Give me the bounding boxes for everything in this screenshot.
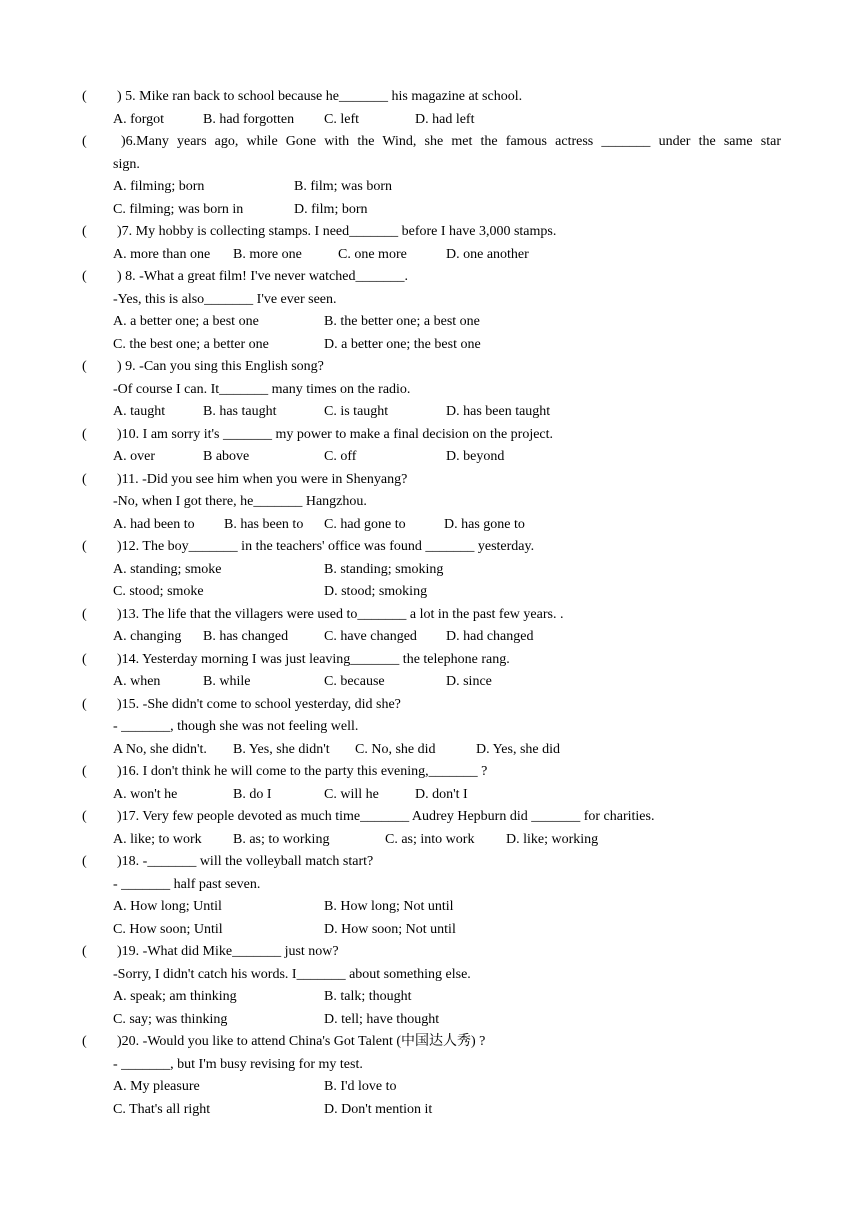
question-18 [0, 851, 860, 874]
options-row [0, 581, 860, 604]
worksheet [0, 86, 860, 1121]
question-stem-cont: -Yes, this is also_______ I've ever seen. [113, 291, 337, 307]
options-row [0, 446, 860, 469]
option-d: D. like; working [506, 831, 599, 847]
question-17 [0, 806, 860, 829]
question-10 [0, 424, 860, 447]
question-stem: )19. -What did Mike_______ just now? [117, 944, 339, 959]
option-c: C. the best one; a better one [113, 336, 269, 352]
answer-paren: ( [82, 809, 87, 824]
options-row [0, 514, 860, 537]
question-stem-cont: -No, when I got there, he_______ Hangzhou. [113, 494, 367, 509]
answer-paren: ( [82, 89, 87, 104]
option-d: D. had changed [446, 629, 534, 644]
option-d: D. How soon; Not until [324, 921, 456, 937]
option-a: A. when [113, 674, 161, 689]
option-d: D. had left [415, 111, 475, 127]
question-stem-continued [0, 491, 860, 514]
options-row [0, 896, 860, 919]
question-20 [0, 1031, 860, 1054]
option-a: A. more than one [113, 246, 211, 262]
question-stem-cont: -Of course I can. It_______ many times on the radio. [113, 381, 411, 397]
option-a: A. a better one; a best one [113, 314, 259, 329]
option-d: D. Yes, she did [476, 741, 561, 757]
question-stem: )16. I don't think he will come to the party this evening,_______ ? [117, 764, 488, 779]
answer-paren: ( [82, 426, 87, 442]
option-c: C. as; into work [385, 831, 475, 847]
options-row [0, 176, 860, 199]
option-b: B. as; to working [233, 831, 330, 847]
question-stem: )13. The life that the villagers were used to_______ a lot in the past few years. . [117, 606, 564, 622]
question-stem: )15. -She didn't come to school yesterday, did she? [117, 696, 401, 712]
option-a: A. forgot [113, 111, 165, 127]
question-stem-continued [0, 964, 860, 987]
question-stem-cont: -Sorry, I didn't catch his words. I_______ about something else. [113, 966, 471, 982]
option-d: D. Don't mention it [324, 1101, 433, 1117]
question-stem-continued [0, 716, 860, 739]
question-stem: ) 5. Mike ran back to school because he_______ his magazine at school. [117, 89, 523, 104]
options-row [0, 829, 860, 852]
options-row [0, 1099, 860, 1122]
question-stem: ) 9. -Can you sing this English song? [117, 359, 324, 374]
question-stem: )7. My hobby is collecting stamps. I need_______ before I have 3,000 stamps. [117, 224, 557, 239]
question-14 [0, 649, 860, 672]
option-b: B. I'd love to [324, 1079, 397, 1094]
option-d: D. a better one; the best one [324, 336, 481, 352]
option-a: A. standing; smoke [113, 561, 222, 577]
question-stem: )17. Very few people devoted as much time_______ Audrey Hepburn did _______ for charities. [117, 809, 655, 824]
question-12 [0, 536, 860, 559]
option-b: B. Yes, she didn't [233, 741, 330, 757]
option-c: C. say; was thinking [113, 1011, 228, 1027]
option-b: B. the better one; a best one [324, 314, 480, 329]
answer-paren: ( [82, 539, 87, 554]
option-d: D. beyond [446, 449, 505, 464]
question-stem-continued [0, 874, 860, 897]
option-a: A. won't he [113, 786, 178, 802]
question-8 [0, 266, 860, 289]
option-c: C. No, she did [355, 741, 436, 757]
option-b: B. has changed [203, 629, 289, 644]
option-d: D. one another [446, 246, 529, 262]
option-b: B. more one [233, 246, 302, 262]
option-c: C. left [324, 111, 359, 127]
question-stem: )6.Many years ago, while Gone with the Wind, she met the famous actress _______ under the same star [121, 134, 781, 149]
option-d: D. film; born [294, 201, 368, 217]
question-stem-cont: - _______, but I'm busy revising for my test. [113, 1056, 363, 1072]
question-11 [0, 469, 860, 492]
options-row [0, 986, 860, 1009]
question-19 [0, 941, 860, 964]
option-a: A. changing [113, 629, 182, 644]
answer-paren: ( [82, 606, 87, 622]
question-stem-continued [0, 1054, 860, 1077]
question-stem-cont: - _______, though she was not feeling well. [113, 719, 359, 734]
option-a: A. had been to [113, 516, 195, 532]
option-b: B. talk; thought [324, 989, 412, 1004]
option-d: D. has gone to [444, 516, 525, 532]
option-a: A. How long; Until [113, 899, 222, 914]
answer-paren: ( [82, 944, 87, 959]
option-a: A. taught [113, 404, 166, 419]
question-stem-continued [0, 379, 860, 402]
options-row [0, 671, 860, 694]
question-stem: )14. Yesterday morning I was just leaving_______ the telephone rang. [117, 651, 510, 667]
question-stem: )18. -_______ will the volleyball match start? [117, 854, 374, 869]
option-c: C. That's all right [113, 1101, 211, 1117]
option-c: C. because [324, 674, 385, 689]
answer-paren: ( [82, 471, 87, 487]
question-16 [0, 761, 860, 784]
options-row [0, 559, 860, 582]
answer-paren: ( [82, 359, 87, 374]
option-d: D. don't I [415, 786, 468, 802]
option-c: C. is taught [324, 404, 389, 419]
answer-paren: ( [82, 134, 87, 149]
options-row [0, 1076, 860, 1099]
option-b: B. do I [233, 786, 272, 802]
question-stem: )11. -Did you see him when you were in Shenyang? [117, 471, 408, 487]
option-b: B. has been to [224, 516, 304, 532]
question-stem: )12. The boy_______ in the teachers' office was found _______ yesterday. [117, 539, 535, 554]
option-a: A. over [113, 449, 155, 464]
options-row [0, 626, 860, 649]
option-c: C. have changed [324, 629, 417, 644]
options-row [0, 109, 860, 132]
options-row [0, 334, 860, 357]
option-c: C. filming; was born in [113, 201, 244, 217]
question-stem: )10. I am sorry it's _______ my power to make a final decision on the project. [117, 426, 554, 442]
option-c: C. had gone to [324, 516, 406, 532]
option-d: D. stood; smoking [324, 584, 428, 599]
option-c: C. off [324, 449, 357, 464]
options-row [0, 739, 860, 762]
question-13 [0, 604, 860, 627]
option-b: B. has taught [203, 404, 277, 419]
option-a: A. speak; am thinking [113, 989, 237, 1004]
option-b: B. standing; smoking [324, 561, 444, 577]
option-b: B above [203, 449, 250, 464]
answer-paren: ( [82, 764, 87, 779]
option-a: A. My pleasure [113, 1079, 200, 1094]
options-row [0, 784, 860, 807]
question-7 [0, 221, 860, 244]
option-c: C. stood; smoke [113, 584, 204, 599]
answer-paren: ( [82, 269, 87, 284]
answer-paren: ( [82, 224, 87, 239]
options-row [0, 401, 860, 424]
options-row [0, 311, 860, 334]
options-row [0, 199, 860, 222]
option-a: A. filming; born [113, 179, 205, 194]
option-a: A No, she didn't. [113, 741, 207, 757]
question-5 [0, 86, 860, 109]
options-row [0, 1009, 860, 1032]
question-stem-cont: sign. [113, 156, 140, 172]
option-c: C. will he [324, 786, 379, 802]
option-c: C. How soon; Until [113, 921, 223, 937]
options-row [0, 244, 860, 267]
question-6 [0, 131, 860, 154]
answer-paren: ( [82, 696, 87, 712]
question-stem-continued [0, 154, 860, 177]
option-a: A. like; to work [113, 831, 202, 847]
options-row [0, 919, 860, 942]
question-stem: )20. -Would you like to attend China's Got Talent (中国达人秀) ? [117, 1034, 486, 1049]
option-b: B. film; was born [294, 179, 392, 194]
question-9 [0, 356, 860, 379]
option-d: D. since [446, 674, 492, 689]
answer-paren: ( [82, 651, 87, 667]
question-15 [0, 694, 860, 717]
option-b: B. had forgotten [203, 111, 295, 127]
answer-paren: ( [82, 1034, 87, 1049]
option-b: B. How long; Not until [324, 899, 454, 914]
question-stem-continued [0, 289, 860, 312]
question-stem: ) 8. -What a great film! I've never watched_______. [117, 269, 408, 284]
question-stem-cont: - _______ half past seven. [113, 876, 261, 892]
option-b: B. while [203, 674, 251, 689]
answer-paren: ( [82, 854, 87, 869]
option-c: C. one more [338, 246, 407, 262]
option-d: D. has been taught [446, 404, 551, 419]
option-d: D. tell; have thought [324, 1011, 440, 1027]
